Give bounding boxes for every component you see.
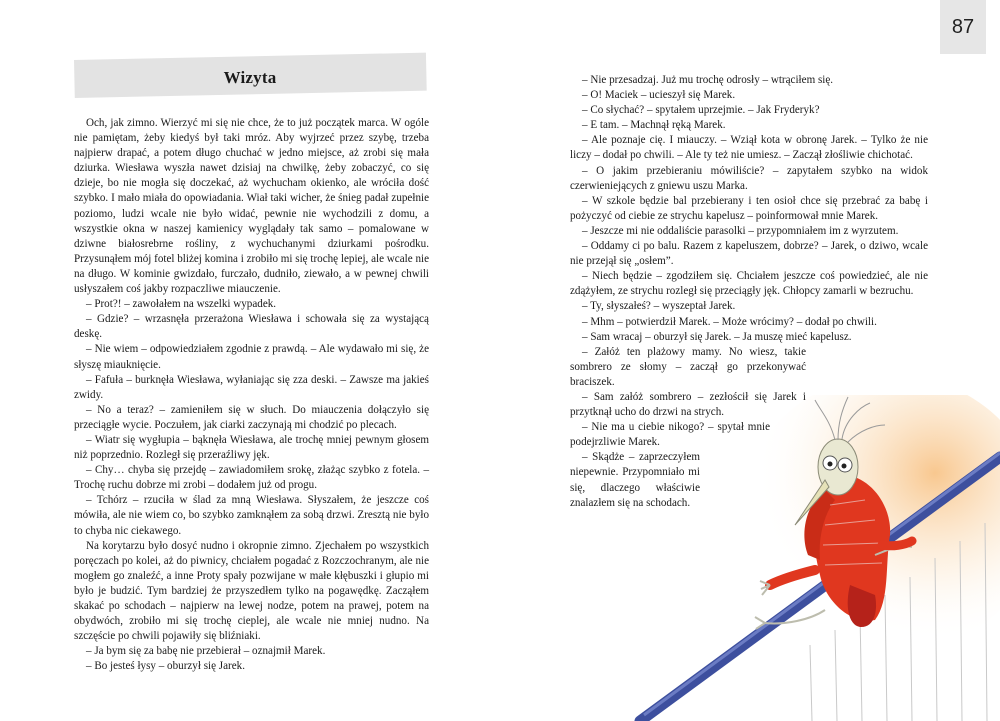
left-text-column <box>74 116 429 674</box>
paragraph: – Jeszcze mi nie oddaliście parasolki – przypomniałem im z wyrzutem. <box>582 224 899 237</box>
paragraph: – Ty, słyszałeś? – wyszeptał Jarek. <box>582 300 736 313</box>
paragraph: – W szkole będzie bal przebierany i ten osioł chce się przebrać za babę i pożyczyć od ciebie ze strychu kapelusz – poinformował mnie Marek. <box>570 194 928 222</box>
paragraph: – E tam. – Machnął ręką Marek. <box>582 119 726 132</box>
paragraph: – Mhm – potwierdził Marek. – Może wrócimy? – dodał po chwili. <box>582 315 877 328</box>
paragraph: – Gdzie? – wrzasnęła przerażona Wiesława i schowała się za wystającą deskę. <box>74 313 429 341</box>
paragraph: – Chy… chyba się przejdę – zawiadomiłem srokę, złażąc szybko z fotela. – Trochę ruchu dobrze mi zrobi – dodałem już od progu. <box>74 464 429 492</box>
illustration-creature-on-railing <box>620 395 1000 721</box>
page-number: 87 <box>940 0 986 54</box>
paragraph: – Fafuła – burknęła Wiesława, wyłaniając się zza deski. – Zawsze ma jakieś zwidy. <box>74 373 429 401</box>
paragraph: – No a teraz? – zamieniłem się w słuch. Do miauczenia dołączyło się przeciągłe wycie. Poczułem, jak ciarki zaczynają mi chodzić po plecach. <box>74 403 429 431</box>
paragraph: – Oddamy ci po balu. Razem z kapeluszem, dobrze? – Jarek, o dziwo, wcale nie przejął się „osłem”. <box>570 240 928 268</box>
paragraph: – Nie przesadzaj. Już mu trochę odrosły – wtrąciłem się. <box>582 74 834 86</box>
paragraph: – Sam wracaj – oburzył się Jarek. – Ja muszę mieć kapelusz. <box>582 330 852 343</box>
paragraph: – O! Maciek – ucieszył się Marek. <box>582 89 736 102</box>
paragraph: – Co słychać? – spytałem uprzejmie. – Jak Fryderyk? <box>582 104 820 117</box>
paragraph: – Nie wiem – odpowiedziałem zgodnie z prawdą. – Ale wydawało mi się, że słyszę miauknięcie. <box>74 343 429 371</box>
paragraph: – Tchórz – rzuciła w ślad za mną Wiesława. Słyszałem, że jeszcze coś mówiła, ale nie wiem co, bo szybko zamknąłem za sobą drzwi. Zresztą nie było to chyba nic ciekawego. <box>74 494 429 537</box>
paragraph: Och, jak zimno. Wierzyć mi się nie chce, że to już początek marca. W ogóle nie pamiętam, żeby kiedyś był taki mróz. Aby wyjrzeć przez szybę, trzeba najpierw drapać, a potem długo chuchać w jedno miejsce, aż zrobi się mała dziurka. Wiesława wyszła nawet dzisiaj na chwilkę, żeby zobaczyć, co się dzieje, bo nie mogła się doczekać, aż wychucham okienko, ale wróciła dość szybko. I mało miała do opowiadania. Wiał taki wicher, że śnieg padał zupełnie poziomo, ludzi wcale nie było widać, pewnie nie wychodzili z domu, a wszystkie okna w naszej kamienicy wyglądały tak samo – pomalowane w dziwne białosrebrne rośliny, z wychuchanymi dziurkami pośrodku. Przysunąłem mój fotel bliżej komina i zrobiło mi się trochę lepiej, ale wcale nie na długo. W kominie gwizdało, furczało, dudniło, ziewało, a w pewnej chwili usłyszałem coś jakby rozpaczliwe miauczenie. <box>74 117 429 296</box>
paragraph: Na korytarzu było dosyć nudno i okropnie zimno. Zjechałem po wszystkich poręczach po kolei, aż do piwnicy, chciałem pogadać z Rozczochranym, ale nie mogłem go znaleźć, a inne Proty spały pozwijane w małe kłębuszki i głupio mi było je budzić. Tym bardziej że przyszedłem tylko na pogawędkę. Zacząłem skakać po schodach – najpierw na lewej nodze, potem na prawej, potem na obydwóch, zrobiło mi się trochę cieplej, ale wcale nie mniej nudno. Na szczęście po chwili pojawiły się bliźniaki. <box>74 539 429 643</box>
paragraph: – Ja bym się za babę nie przebierał – oznajmił Marek. <box>86 645 326 658</box>
paragraph: – Wiatr się wygłupia – bąknęła Wiesława, ale trochę mniej pewnym głosem niż poprzednio. Rozległ się przeraźliwy jęk. <box>74 433 429 462</box>
paragraph: – Niech będzie – zgodziłem się. Chciałem jeszcze coś powiedzieć, ale nie zdążyłem, ze strychu rozległ się przeciągły jęk. Chłopcy zamarli w bezruchu. <box>570 270 928 298</box>
paragraph: – Sam załóż sombrero – zezłościł się Jarek i przytknął ucho do drzwi na strych. <box>570 390 806 419</box>
paragraph: – Ale poznaje cię. I miauczy. – Wziął kota w obronę Jarek. – Tylko że nie liczy – dodał po chwili. – Ale ty też nie umiesz. – Zaczął złośliwie chichotać. <box>570 134 928 162</box>
paragraph: – Skądże – zaprzeczyłem niepewnie. Przypomniało mi się, dlaczego właściwie znalazłem się na schodach. <box>570 451 700 509</box>
paragraph: – Prot?! – zawołałem na wszelki wypadek. <box>86 298 277 311</box>
paragraph: – Załóż ten plażowy mamy. No wiesz, takie sombrero ze słomy – zaczął go przekonywać braciszek. <box>570 345 806 388</box>
paragraph: – Bo jesteś łysy – oburzył się Jarek. <box>86 660 245 673</box>
paragraph: – O jakim przebieraniu mówiliście? – zapytałem szybko na widok czerwieniejących z gniewu uszu Marka. <box>570 164 928 192</box>
paragraph: – Nie ma u ciebie nikogo? – spytał mnie podejrzliwie Marek. <box>570 421 770 449</box>
chapter-title: Wizyta <box>223 68 277 87</box>
